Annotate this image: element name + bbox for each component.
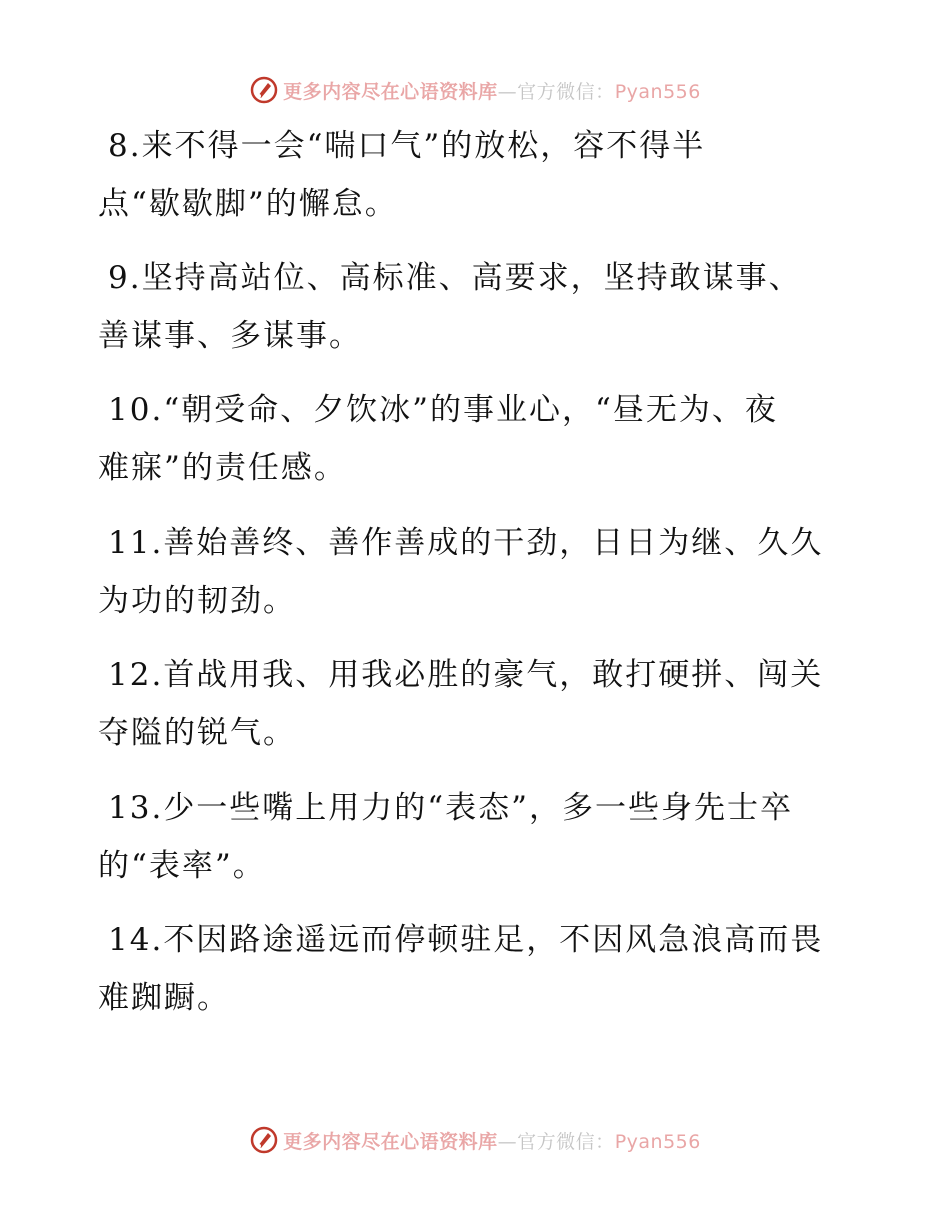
item-text-line1: 善始善终、善作善成的干劲，日日为继、久久 bbox=[163, 525, 824, 561]
item-number: 8. bbox=[108, 128, 142, 164]
item-number: 11. bbox=[108, 525, 164, 561]
item-text-line1: 来不得一会“喘口气”的放松，容不得半 bbox=[141, 128, 706, 164]
pen-logo-icon bbox=[249, 1125, 279, 1155]
list-item bbox=[98, 381, 848, 497]
item-text-line1: 少一些嘴上用力的“表态”，多一些身先士卒 bbox=[163, 790, 794, 826]
item-text-line2: 难寐”的责任感。 bbox=[98, 450, 347, 486]
item-number: 10. bbox=[108, 392, 164, 428]
list-item bbox=[98, 911, 848, 1027]
item-number: 9. bbox=[108, 260, 142, 296]
item-number: 12. bbox=[108, 657, 164, 693]
item-text-line1: 不因路途遥远而停顿驻足，不因风急浪高而畏 bbox=[163, 922, 824, 958]
header-watermark bbox=[0, 70, 950, 110]
list-item bbox=[98, 117, 848, 233]
list-item bbox=[98, 646, 848, 762]
item-text-line1: 首战用我、用我必胜的豪气，敢打硬拼、闯关 bbox=[163, 657, 824, 693]
item-number: 14. bbox=[108, 922, 164, 958]
pen-logo-icon bbox=[249, 75, 279, 105]
list-item bbox=[98, 249, 848, 365]
item-text-line1: “朝受命、夕饮冰”的事业心，“昼无为、夜 bbox=[163, 392, 778, 428]
item-text-line2: 善谋事、多谋事。 bbox=[98, 318, 362, 354]
item-text-line2: 夺隘的锐气。 bbox=[98, 715, 296, 751]
item-number: 13. bbox=[108, 790, 164, 826]
item-text-line2: 为功的韧劲。 bbox=[98, 583, 296, 619]
watermark-text: 更多内容尽在心语资料库—官方微信：Pyan556 bbox=[283, 80, 701, 103]
item-text-line2: 点“歇歇脚”的懈怠。 bbox=[98, 186, 398, 222]
list-item bbox=[98, 779, 848, 895]
list-item bbox=[98, 514, 848, 630]
footer-watermark bbox=[0, 1120, 950, 1160]
item-text-line2: 的“表率”。 bbox=[98, 848, 266, 884]
watermark-text: 更多内容尽在心语资料库—官方微信：Pyan556 bbox=[283, 1130, 701, 1153]
item-text-line1: 坚持高站位、高标准、高要求，坚持敢谋事、 bbox=[141, 260, 802, 296]
item-text-line2: 难踟蹰。 bbox=[98, 980, 230, 1016]
